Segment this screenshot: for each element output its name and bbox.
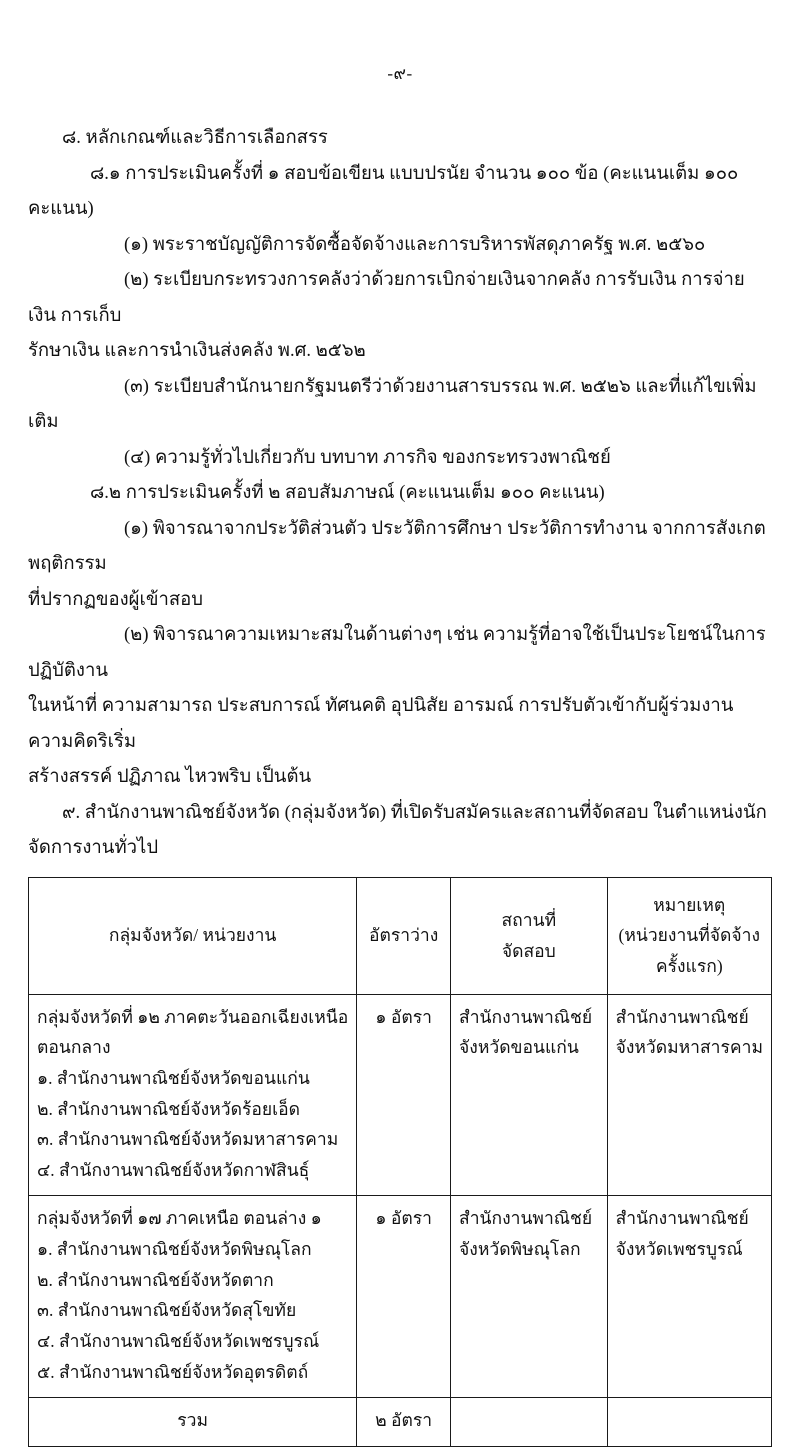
row-0-group-line-3: ๒. สำนักงานพาณิชย์จังหวัดร้อยเอ็ด bbox=[37, 1098, 300, 1119]
row-1-vacancy: ๑ อัตรา bbox=[357, 1196, 451, 1398]
section-8-2-heading: ๘.๒ การประเมินครั้งที่ ๒ สอบสัมภาษณ์ (คะแนนเต็ม ๑๐๐ คะแนน) bbox=[90, 483, 605, 504]
table-row bbox=[29, 994, 772, 1196]
row-0-note-line-0: สำนักงานพาณิชย์ bbox=[615, 1006, 749, 1027]
row-1-group-line-1: ๑. สำนักงานพาณิชย์จังหวัดพิษณุโลก bbox=[37, 1239, 312, 1260]
row-0-group-line-0: กลุ่มจังหวัดที่ ๑๒ ภาคตะวันออกเฉียงเหนือ bbox=[37, 1006, 349, 1027]
column-header-note-line2: (หน่วยงานที่จัดจ้าง bbox=[618, 925, 761, 946]
exam-topic-4: (๔) ความรู้ทั่วไปเกี่ยวกับ บทบาท ภารกิจ ของกระทรวงพาณิชย์ bbox=[124, 447, 611, 468]
total-exam-place bbox=[451, 1398, 608, 1447]
column-header-note bbox=[607, 877, 771, 994]
table-header bbox=[29, 877, 772, 994]
section-9-heading: ๙. สำนักงานพาณิชย์จังหวัด (กลุ่มจังหวัด) ที่เปิดรับสมัครและสถานที่จัดสอบ ในตำแหน่งนักจัดการงานทั่วไป bbox=[28, 802, 767, 859]
row-1-exam-place-line-1: จังหวัดพิษณุโลก bbox=[459, 1239, 581, 1260]
row-0-group-line-5: ๔. สำนักงานพาณิชย์จังหวัดกาฬสินธุ์ bbox=[37, 1159, 310, 1180]
document-body bbox=[28, 121, 772, 867]
row-1-group-line-5: ๕. สำนักงานพาณิชย์จังหวัดอุตรดิตถ์ bbox=[37, 1361, 309, 1382]
provincial-offices-table bbox=[28, 877, 772, 1447]
row-0-note bbox=[607, 994, 771, 1196]
row-1-note-line-0: สำนักงานพาณิชย์ bbox=[615, 1208, 749, 1229]
row-1-group-line-2: ๒. สำนักงานพาณิชย์จังหวัดตาก bbox=[37, 1269, 274, 1290]
table-total-row bbox=[29, 1398, 772, 1447]
interview-topic-1-line2: ที่ปรากฏของผู้เข้าสอบ bbox=[28, 589, 204, 610]
column-header-vacancy: อัตราว่าง bbox=[357, 877, 451, 994]
interview-topic-1-line1: (๑) พิจารณาจากประวัติส่วนตัว ประวัติการศึกษา ประวัติการทำงาน จากการสังเกตพฤติกรรม bbox=[28, 518, 766, 575]
total-note bbox=[607, 1398, 771, 1447]
table-header-row bbox=[29, 877, 772, 994]
interview-topic-2-line2: ในหน้าที่ ความสามารถ ประสบการณ์ ทัศนคติ อุปนิสัย อารมณ์ การปรับตัวเข้ากับผู้ร่วมงาน ความคิดริเริ่ม bbox=[28, 696, 734, 752]
row-0-group-line-2: ๑. สำนักงานพาณิชย์จังหวัดขอนแก่น bbox=[37, 1067, 310, 1088]
total-label: รวม bbox=[29, 1398, 357, 1447]
row-0-exam-place bbox=[451, 994, 608, 1196]
row-1-group-line-0: กลุ่มจังหวัดที่ ๑๗ ภาคเหนือ ตอนล่าง ๑ bbox=[37, 1208, 322, 1229]
section-8-1-heading: ๘.๑ การประเมินครั้งที่ ๑ สอบข้อเขียน แบบปรนัย จำนวน ๑๐๐ ข้อ (คะแนนเต็ม ๑๐๐ คะแนน) bbox=[28, 163, 739, 220]
column-header-note-line1: หมายเหตุ bbox=[653, 894, 726, 915]
table-row bbox=[29, 1196, 772, 1398]
exam-topic-1: (๑) พระราชบัญญัติการจัดซื้อจัดจ้างและการบริหารพัสดุภาครัฐ พ.ศ. ๒๕๖๐ bbox=[124, 234, 706, 255]
total-vacancy: ๒ อัตรา bbox=[357, 1398, 451, 1447]
column-header-group: กลุ่มจังหวัด/ หน่วยงาน bbox=[29, 877, 357, 994]
exam-topic-2-line2: รักษาเงิน และการนำเงินส่งคลัง พ.ศ. ๒๕๖๒ bbox=[28, 341, 366, 362]
row-0-group-line-1: ตอนกลาง bbox=[37, 1037, 111, 1058]
row-0-exam-place-line-0: สำนักงานพาณิชย์ bbox=[459, 1006, 593, 1027]
row-1-note-line-1: จังหวัดเพชรบูรณ์ bbox=[615, 1239, 743, 1260]
column-header-exam-place bbox=[451, 877, 608, 994]
row-1-exam-place bbox=[451, 1196, 608, 1398]
row-1-note bbox=[607, 1196, 771, 1398]
row-1-exam-place-line-0: สำนักงานพาณิชย์ bbox=[459, 1208, 593, 1229]
row-0-note-line-1: จังหวัดมหาสารคาม bbox=[615, 1037, 763, 1058]
interview-topic-2-line3: สร้างสรรค์ ปฏิภาณ ไหวพริบ เป็นต้น bbox=[28, 767, 312, 788]
page-number: -๙- bbox=[387, 64, 413, 83]
column-header-note-line3: ครั้งแรก) bbox=[655, 956, 723, 977]
row-0-vacancy: ๑ อัตรา bbox=[357, 994, 451, 1196]
row-1-group-line-3: ๓. สำนักงานพาณิชย์จังหวัดสุโขทัย bbox=[37, 1300, 297, 1321]
exam-topic-2-line1: (๒) ระเบียบกระทรวงการคลังว่าด้วยการเบิกจ่ายเงินจากคลัง การรับเงิน การจ่ายเงิน การเก็บ bbox=[28, 270, 745, 326]
column-header-exam-place-line1: สถานที่ bbox=[501, 910, 557, 931]
exam-topic-3: (๓) ระเบียบสำนักนายกรัฐมนตรีว่าด้วยงานสารบรรณ พ.ศ. ๒๕๒๖ และที่แก้ไขเพิ่มเติม bbox=[28, 376, 757, 433]
row-1-group-line-4: ๔. สำนักงานพาณิชย์จังหวัดเพชรบูรณ์ bbox=[37, 1330, 320, 1351]
column-header-exam-place-line2: จัดสอบ bbox=[501, 940, 556, 961]
row-0-group bbox=[29, 994, 357, 1196]
row-1-group bbox=[29, 1196, 357, 1398]
table-body bbox=[29, 994, 772, 1446]
row-0-group-line-4: ๓. สำนักงานพาณิชย์จังหวัดมหาสารคาม bbox=[37, 1129, 339, 1150]
interview-topic-2-line1: (๒) พิจารณาความเหมาะสมในด้านต่างๆ เช่น ความรู้ที่อาจใช้เป็นประโยชน์ในการปฏิบัติงาน bbox=[28, 625, 766, 681]
section-8-heading: ๘. หลักเกณฑ์และวิธีการเลือกสรร bbox=[62, 128, 328, 148]
row-0-exam-place-line-1: จังหวัดขอนแก่น bbox=[459, 1037, 579, 1058]
